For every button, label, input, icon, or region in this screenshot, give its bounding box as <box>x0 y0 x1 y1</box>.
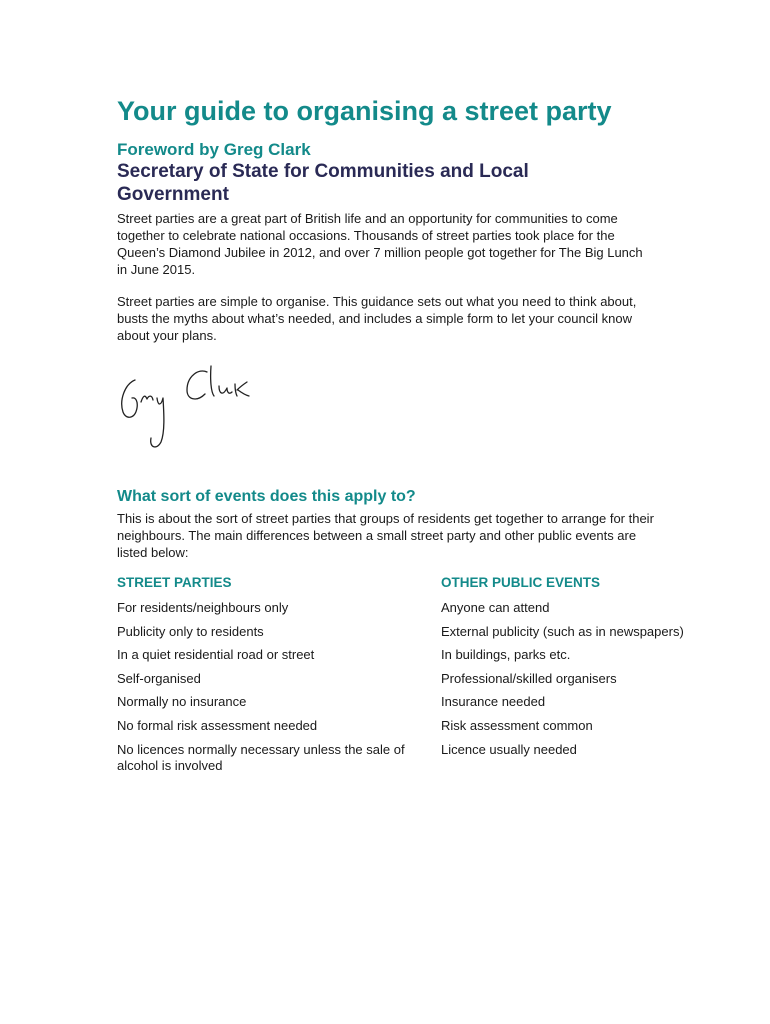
table-cell: Publicity only to residents <box>117 624 264 639</box>
author-role: Secretary of State for Communities and Local Government <box>117 161 529 205</box>
section-intro: This is about the sort of street parties that groups of residents get together to arrange for their neighbours. The main differences between a small street party and other public events are listed below: <box>117 511 654 560</box>
table-cell: No formal risk assessment needed <box>117 718 318 733</box>
table-cell: Insurance needed <box>441 694 546 709</box>
table-cell: Risk assessment common <box>441 718 593 733</box>
table-cell: Professional/skilled organisers <box>441 671 617 686</box>
signature-image <box>117 362 267 458</box>
column-header-other-events: OTHER PUBLIC EVENTS <box>441 575 601 590</box>
table-cell: For residents/neighbours only <box>117 600 289 615</box>
table-cell: Self-organised <box>117 671 201 686</box>
section-heading: What sort of events does this apply to? <box>117 488 416 505</box>
table-cell: In a quiet residential road or street <box>117 647 315 662</box>
table-cell: Normally no insurance <box>117 694 247 709</box>
foreword-paragraph-2: Street parties are simple to organise. This guidance sets out what you need to think about, busts the myths about what’s needed, and includes a simple form to let your council know about your plans. <box>117 294 637 343</box>
table-cell: Licence usually needed <box>441 742 577 757</box>
page-title: Your guide to organising a street party <box>117 96 612 126</box>
foreword-paragraph-1: Street parties are a great part of British life and an opportunity for communities to come together to celebrate national occasions. Thousands of street parties took place for the Queen’s Diamond Jubilee in 2012, and over 7 million people got together for The Big Lunch in June 2015. <box>117 211 643 277</box>
table-cell: External publicity (such as in newspapers) <box>441 624 684 639</box>
table-cell: No licences normally necessary unless the sale of alcohol is involved <box>117 742 405 773</box>
table-cell: In buildings, parks etc. <box>441 647 571 662</box>
foreword-heading: Foreword by Greg Clark <box>117 140 311 159</box>
column-header-street-parties: STREET PARTIES <box>117 575 232 590</box>
table-cell: Anyone can attend <box>441 600 550 615</box>
